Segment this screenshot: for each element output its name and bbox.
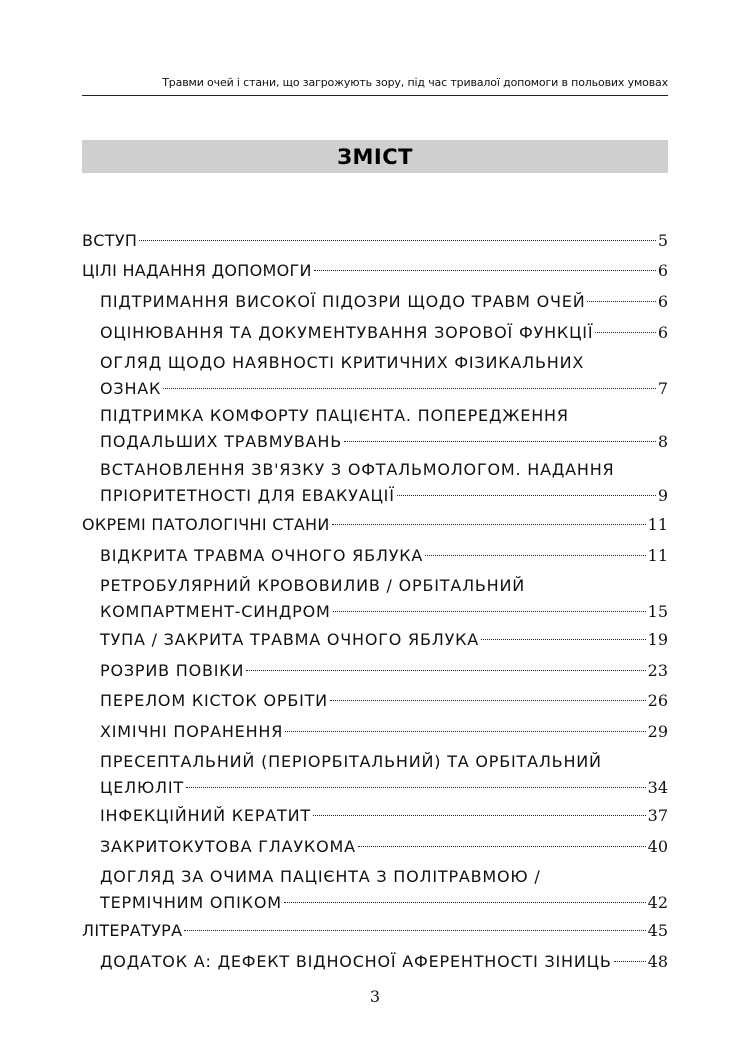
- toc-entry-title: ПІДТРИМАННЯ ВИСОКОЇ ПІДОЗРИ ЩОДО ТРАВМ ОЧЕЙ: [100, 292, 586, 311]
- toc-page-number: 42: [647, 893, 668, 912]
- toc-entry-title: КОМПАРТМЕНТ-СИНДРОМ: [100, 602, 331, 621]
- toc-page-number: 26: [647, 691, 668, 710]
- toc-page-number: 40: [647, 837, 668, 856]
- toc-entry[interactable]: [82, 512, 668, 538]
- header-rule: [82, 95, 668, 96]
- toc-entry-title: ХІМІЧНІ ПОРАНЕННЯ: [100, 722, 284, 741]
- toc-entry-title: ЛІТЕРАТУРА: [82, 921, 183, 940]
- toc-entry-title: ЦЕЛЮЛІТ: [100, 778, 184, 797]
- toc-entry-title: ІНФЕКЦІЙНИЙ КЕРАТИТ: [100, 806, 311, 825]
- toc-dot-leader: [284, 902, 646, 903]
- toc-subentry[interactable]: [100, 949, 668, 975]
- toc-subentry[interactable]: [100, 573, 668, 625]
- page-number: 3: [369, 987, 381, 1006]
- toc-subentry[interactable]: [100, 289, 668, 315]
- toc-dot-leader: [344, 441, 656, 442]
- toc-subentry[interactable]: [100, 803, 668, 829]
- toc-subentry[interactable]: [100, 749, 668, 801]
- toc-page-number: 37: [647, 806, 668, 825]
- toc-entry[interactable]: [82, 918, 668, 944]
- toc-dot-leader: [314, 270, 656, 271]
- toc-subentry[interactable]: [100, 719, 668, 745]
- toc-entry[interactable]: [82, 258, 668, 284]
- toc-subentry[interactable]: [100, 543, 668, 569]
- toc-dot-leader: [184, 930, 645, 931]
- page-title: ЗМІСТ: [337, 144, 413, 169]
- toc-dot-leader: [614, 961, 646, 962]
- toc-dot-leader: [595, 332, 655, 333]
- toc-dot-leader: [313, 815, 646, 816]
- toc-subentry[interactable]: [100, 864, 668, 916]
- toc-dot-leader: [587, 301, 655, 302]
- toc-entry-title: ОЦІНЮВАННЯ ТА ДОКУМЕНТУВАННЯ ЗОРОВОЇ ФУНКЦІЇ: [100, 323, 594, 342]
- toc-entry-title: ОЗНАК: [100, 379, 162, 398]
- toc-page-number: 23: [647, 661, 668, 680]
- toc-entry-title-line1: ДОГЛЯД ЗА ОЧИМА ПАЦІЄНТА З ПОЛІТРАВМОЮ /: [100, 867, 541, 886]
- toc-dot-leader: [425, 555, 645, 556]
- toc-entry-title: ДОДАТОК А: ДЕФЕКТ ВІДНОСНОЇ АФЕРЕНТНОСТІ ЗІНИЦЬ: [100, 952, 612, 971]
- running-header: Травми очей і стани, що загрожують зору, під час тривалої допомоги в польових умовах: [162, 76, 668, 89]
- toc-entry-title-line1: ВСТАНОВЛЕННЯ ЗВ'ЯЗКУ З ОФТАЛЬМОЛОГОМ. НАДАННЯ: [100, 460, 615, 479]
- toc-page-number: 6: [657, 261, 668, 280]
- toc-entry-title-line1: РЕТРОБУЛЯРНИЙ КРОВОВИЛИВ / ОРБІТАЛЬНИЙ: [100, 576, 526, 595]
- toc-page-number: 48: [647, 952, 668, 971]
- toc-page-number: 9: [657, 486, 668, 505]
- toc-entry-title: ТУПА / ЗАКРИТА ТРАВМА ОЧНОГО ЯБЛУКА: [100, 630, 480, 649]
- toc-subentry[interactable]: [100, 627, 668, 653]
- toc-dot-leader: [246, 670, 645, 671]
- toc-subentry[interactable]: [100, 658, 668, 684]
- toc-entry-title-line1: ОГЛЯД ЩОДО НАЯВНОСТІ КРИТИЧНИХ ФІЗИКАЛЬНИХ: [100, 353, 585, 372]
- toc-dot-leader: [481, 639, 646, 640]
- toc-dot-leader: [163, 388, 656, 389]
- toc-page-number: 34: [647, 778, 668, 797]
- toc-entry[interactable]: [82, 228, 668, 254]
- toc-entry-title: РОЗРИВ ПОВІКИ: [100, 661, 245, 680]
- toc-dot-leader: [186, 787, 646, 788]
- title-bar: [82, 140, 668, 173]
- toc-subentry[interactable]: [100, 403, 668, 455]
- toc-page-number: 11: [647, 515, 668, 534]
- toc-page-number: 7: [657, 379, 668, 398]
- toc-entry-title: ЗАКРИТОКУТОВА ГЛАУКОМА: [100, 837, 356, 856]
- toc-subentry[interactable]: [100, 320, 668, 346]
- toc-entry-title: ТЕРМІЧНИМ ОПІКОМ: [100, 893, 282, 912]
- toc-entry-title-line1: ПРЕСЕПТАЛЬНИЙ (ПЕРІОРБІТАЛЬНИЙ) ТА ОРБІТАЛЬНИЙ: [100, 752, 602, 771]
- toc-subentry[interactable]: [100, 350, 668, 402]
- toc-entry-title: ЦІЛІ НАДАННЯ ДОПОМОГИ: [82, 261, 312, 280]
- toc-dot-leader: [330, 700, 646, 701]
- toc-entry-title: ПОДАЛЬШИХ ТРАВМУВАНЬ: [100, 432, 343, 451]
- toc-page-number: 11: [647, 546, 668, 565]
- toc-page-number: 45: [647, 921, 668, 940]
- toc-entry-title: ПРІОРИТЕТНОСТІ ДЛЯ ЕВАКУАЦІЇ: [100, 486, 395, 505]
- toc-dot-leader: [358, 846, 646, 847]
- toc-subentry[interactable]: [100, 688, 668, 714]
- toc-dot-leader: [333, 611, 646, 612]
- toc-page-number: 8: [657, 432, 668, 451]
- toc-page-number: 15: [647, 602, 668, 621]
- toc-page-number: 5: [657, 231, 668, 250]
- toc-subentry[interactable]: [100, 457, 668, 509]
- toc-subentry[interactable]: [100, 834, 668, 860]
- toc-dot-leader: [332, 524, 646, 525]
- toc-entry-title: ПЕРЕЛОМ КІСТОК ОРБІТИ: [100, 691, 328, 710]
- toc-page-number: 19: [647, 630, 668, 649]
- toc-page-number: 6: [657, 323, 668, 342]
- toc-entry-title: ВСТУП: [82, 231, 138, 250]
- toc-entry-title: ВІДКРИТА ТРАВМА ОЧНОГО ЯБЛУКА: [100, 546, 424, 565]
- toc-page-number: 29: [647, 722, 668, 741]
- toc-entry-title: ОКРЕМІ ПАТОЛОГІЧНІ СТАНИ: [82, 515, 330, 534]
- toc-dot-leader: [285, 731, 645, 732]
- toc-entry-title-line1: ПІДТРИМКА КОМФОРТУ ПАЦІЄНТА. ПОПЕРЕДЖЕННЯ: [100, 406, 569, 425]
- toc-page-number: 6: [657, 292, 668, 311]
- toc-dot-leader: [397, 495, 656, 496]
- toc-dot-leader: [139, 240, 656, 241]
